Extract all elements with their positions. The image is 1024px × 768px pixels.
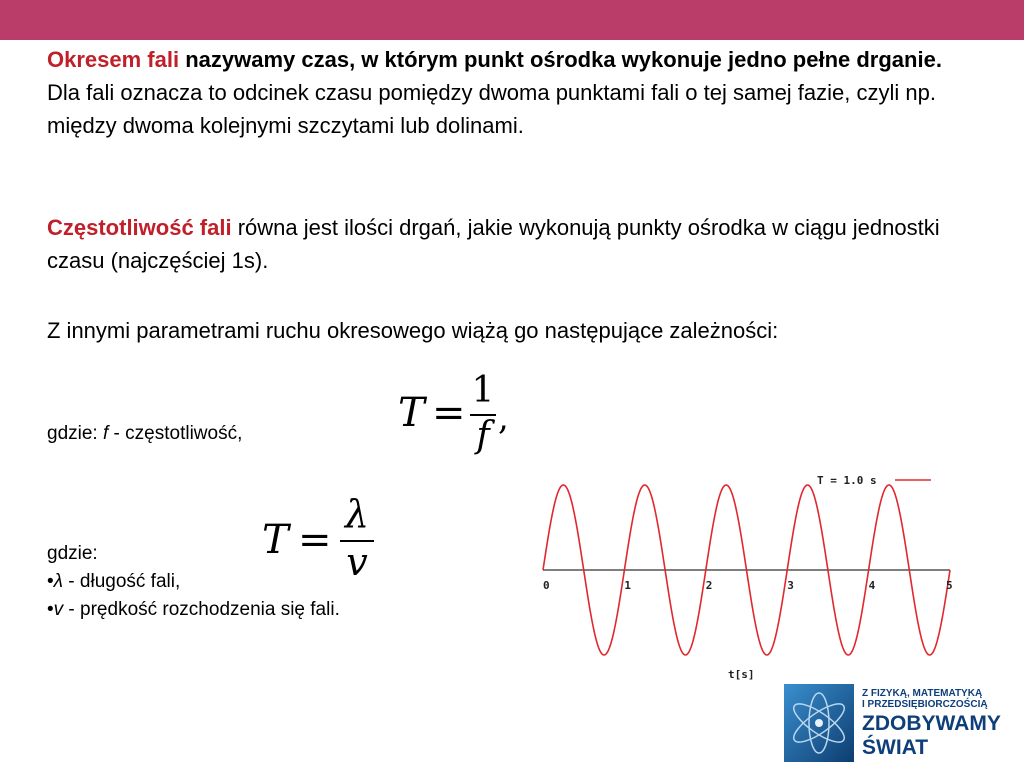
list-item [47,596,340,624]
where-prefix: gdzie: [47,423,103,444]
frequency-symbol: f [102,423,109,444]
x-tick-label: 1 [624,579,632,592]
formula2-lhs: T [262,517,289,563]
formula1-comma: , [498,398,509,438]
where-frequency [47,420,242,448]
formula2-eq: = [298,517,332,563]
x-tick-label: 5 [946,579,953,592]
frequency-term: Częstotliwość fali [47,215,232,240]
logo [778,682,1024,766]
relations-intro: Z innymi parametrami ruchu okresowego wiążą go następujące zależności: [47,318,779,343]
x-tick-label: 4 [868,579,876,592]
frequency-definition-text: równa jest ilości drgań, jakie wykonują punkty ośrodka w ciągu jednostki czasu (najczęściej 1s). [47,215,940,273]
top-bar [0,0,1024,40]
bullet: • [47,571,54,592]
formula1-eq: = [432,390,466,436]
formula1-denominator: f [476,415,490,456]
legend-label: T = 1.0 s [817,474,877,487]
atom-icon [778,682,858,766]
bullet: • [47,599,54,620]
velocity-symbol: v [53,599,64,620]
where-wavelength-velocity [47,540,340,624]
frequency-definition [47,211,997,277]
period-term: Okresem fali [47,47,180,72]
x-axis-label: t[s] [728,668,755,681]
lambda-desc: - długość fali, [63,571,181,592]
formula1-numerator: 1 [471,370,495,411]
logo-line4: ŚWIAT [862,736,929,759]
logo-line2: I PRZEDSIĘBIORCZOŚCIĄ [862,699,988,710]
where-title: gdzie: [47,543,98,564]
period-explanation: Dla fali oznacza to odcinek czasu pomiędzy dwoma punktami fali o tej samej fazie, czyli np. między dwoma kolejnymi szczytami lub dolinami. [47,80,936,138]
logo-line1: Z FIZYKĄ, MATEMATYKĄ [862,688,983,699]
sine-wave-chart [535,470,965,685]
formula2-denominator: v [346,540,368,584]
frequency-desc: - częstotliwość, [108,423,243,444]
x-tick-label: 2 [705,579,713,592]
x-tick-label: 3 [787,579,794,592]
x-tick-label: 0 [543,579,550,592]
logo-line3: ZDOBYWAMY [862,712,1001,735]
lambda-symbol: λ [53,571,64,592]
list-item [47,568,340,596]
period-definition-bold: nazywamy czas, w którym punkt ośrodka wykonuje jedno pełne drganie. [179,47,942,72]
formula2-numerator: λ [344,492,370,536]
velocity-desc: - prędkość rozchodzenia się fali. [63,599,340,620]
formula1-lhs: T [398,390,425,436]
period-definition [47,43,997,142]
